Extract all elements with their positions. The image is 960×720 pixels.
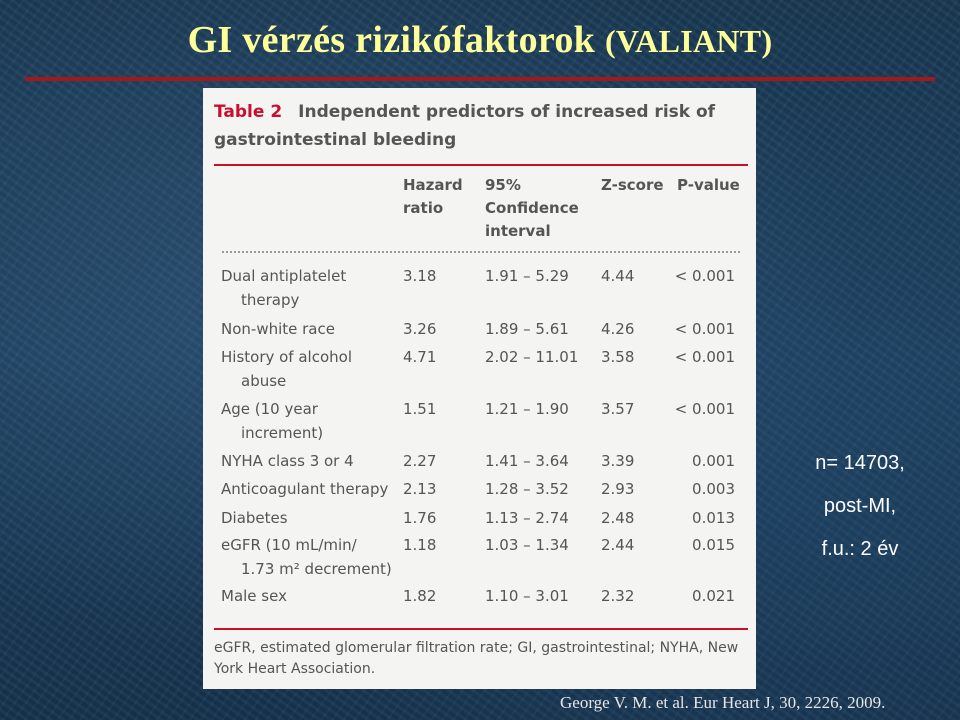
confidence-interval-cell: 1.28 – 3.52 (485, 480, 569, 498)
confidence-interval-cell: 1.89 – 5.61 (485, 320, 569, 338)
slide-title (0, 18, 960, 62)
p-value-cell: < 0.001 (674, 348, 735, 366)
z-score-cell: 2.93 (601, 480, 635, 498)
predictor-cell (221, 397, 399, 445)
p-value-cell: 0.021 (692, 587, 735, 605)
hazard-ratio-cell: 1.18 (403, 536, 437, 554)
hazard-ratio-cell: 1.82 (403, 587, 437, 605)
citation: George V. M. et al. Eur Heart J, 30, 2226, 2009. (560, 693, 886, 712)
sample-size-note: n= 14703, (815, 452, 905, 474)
predictor-name-continued: increment) (241, 424, 324, 442)
table-footnote: eGFR, estimated glomerular filtration rate; GI, gastrointestinal; NYHA, New York Heart Association. (214, 640, 739, 677)
z-score-cell: 2.48 (601, 509, 635, 527)
z-score-cell: 3.57 (601, 400, 635, 418)
predictor-cell (221, 264, 399, 312)
table-caption (214, 98, 744, 154)
predictor-cell (221, 533, 399, 581)
predictor-name: Male sex (221, 587, 287, 605)
table-bottom-rule (214, 628, 748, 630)
header-dotted-rule (222, 251, 740, 253)
predictor-cell (221, 584, 399, 608)
z-score-cell: 2.32 (601, 587, 635, 605)
table-caption-text: Independent predictors of increased risk of gastrointestinal bleeding (214, 102, 716, 150)
table-label: Table 2 (214, 102, 283, 122)
hazard-ratio-cell: 2.27 (403, 452, 437, 470)
title-underline (25, 77, 935, 81)
header-confidence-interval: 95% Confidence interval (485, 176, 579, 240)
confidence-interval-cell: 1.03 – 1.34 (485, 536, 569, 554)
p-value-cell: 0.001 (692, 452, 735, 470)
follow-up-note: f.u.: 2 év (821, 538, 899, 560)
slide-title-main: GI vérzés rizikófaktorok (187, 19, 596, 61)
predictor-name-continued: 1.73 m² decrement) (241, 560, 392, 578)
predictor-name: Age (10 year (221, 400, 318, 418)
predictor-name: Dual antiplatelet (221, 267, 347, 285)
predictor-name: Non-white race (221, 320, 335, 338)
confidence-interval-cell: 1.10 – 3.01 (485, 587, 569, 605)
hazard-ratio-cell: 3.18 (403, 267, 437, 285)
predictor-name: History of alcohol (221, 348, 352, 366)
header-p-value: P-value (677, 176, 740, 194)
hazard-ratio-cell: 3.26 (403, 320, 437, 338)
table-panel (203, 88, 756, 689)
predictor-cell (221, 449, 399, 473)
confidence-interval-cell: 1.13 – 2.74 (485, 509, 569, 527)
slide-title-paren: (VALIANT) (604, 23, 773, 59)
header-z-score: Z-score (601, 176, 664, 194)
population-note: post-MI, (823, 495, 897, 517)
confidence-interval-cell: 1.41 – 3.64 (485, 452, 569, 470)
hazard-ratio-cell: 1.51 (403, 400, 437, 418)
caption-rule (214, 164, 748, 166)
hazard-ratio-cell: 2.13 (403, 480, 437, 498)
confidence-interval-cell: 1.91 – 5.29 (485, 267, 569, 285)
predictor-name: Diabetes (221, 509, 288, 527)
predictor-name: eGFR (10 mL/min/ (221, 536, 357, 554)
predictor-name: Anticoagulant therapy (221, 480, 389, 498)
z-score-cell: 2.44 (601, 536, 635, 554)
predictor-cell (221, 317, 399, 341)
z-score-cell: 3.39 (601, 452, 635, 470)
predictor-cell (221, 477, 399, 501)
predictor-cell (221, 345, 399, 393)
p-value-cell: 0.013 (692, 509, 735, 527)
predictor-name-continued: abuse (241, 372, 287, 390)
predictor-cell (221, 506, 399, 530)
p-value-cell: < 0.001 (674, 320, 735, 338)
p-value-cell: < 0.001 (674, 267, 735, 285)
predictor-name: NYHA class 3 or 4 (221, 452, 354, 470)
z-score-cell: 4.44 (601, 267, 635, 285)
p-value-cell: 0.015 (692, 536, 735, 554)
hazard-ratio-cell: 4.71 (403, 348, 437, 366)
confidence-interval-cell: 1.21 – 1.90 (485, 400, 569, 418)
p-value-cell: 0.003 (692, 480, 735, 498)
predictor-name-continued: therapy (241, 291, 300, 309)
hazard-ratio-cell: 1.76 (403, 509, 437, 527)
p-value-cell: < 0.001 (674, 400, 735, 418)
header-hazard-ratio: Hazard ratio (403, 176, 463, 217)
z-score-cell: 4.26 (601, 320, 635, 338)
z-score-cell: 3.58 (601, 348, 635, 366)
confidence-interval-cell: 2.02 – 11.01 (485, 348, 579, 366)
